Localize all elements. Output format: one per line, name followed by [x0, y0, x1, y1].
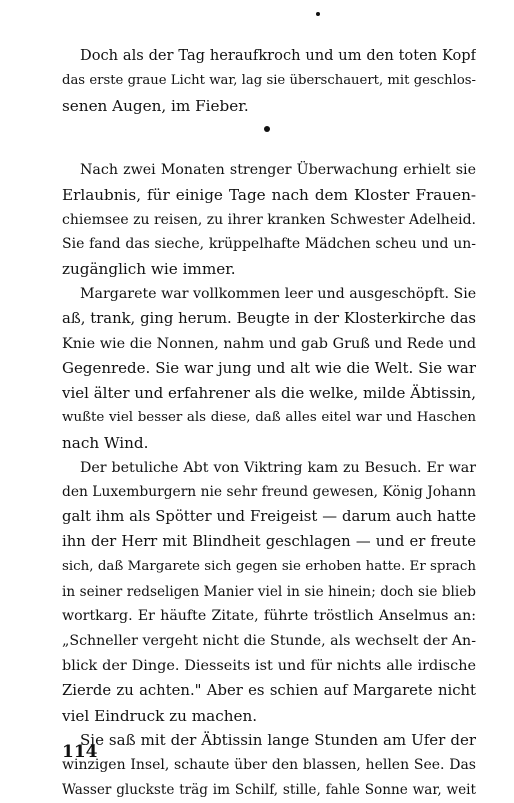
text-line: aß, trank, ging herum. Beugte in der Klosterkirche das — [62, 309, 476, 327]
text-line: chiemsee zu reisen, zu ihrer kranken Schwester Adelheid. — [62, 211, 476, 228]
text-line: Wasser gluckste träg im Schilf, stille, fahle Sonne war, weit — [62, 781, 476, 798]
text-line: in seiner redseligen Manier viel in sie hinein; doch sie blieb — [62, 583, 476, 600]
paragraph-1 — [62, 44, 476, 118]
section-break-dot — [264, 126, 270, 132]
text-line: Sie saß mit der Äbtissin lange Stunden am Ufer der — [80, 731, 476, 750]
text-line: Margarete war vollkommen leer und ausgeschöpft. Sie — [80, 285, 476, 302]
paragraph-2 — [62, 158, 476, 803]
text-line: ihn der Herr mit Blindheit geschlagen — und er freute — [62, 532, 476, 550]
text-line: nach Wind. — [62, 433, 149, 452]
text-line: den Luxemburgern nie sehr freund gewesen, König Johann — [62, 484, 476, 501]
text-line: wortkarg. Er häufte Zitate, führte tröstlich Anselmus an: — [62, 608, 476, 625]
text-line: „Schneller vergeht nicht die Stunde, als wechselt der An- — [62, 633, 476, 650]
text-line: Gegenrede. Sie war jung und alt wie die Welt. Sie war — [62, 359, 476, 378]
text-line: Der betuliche Abt von Viktring kam zu Besuch. Er war — [80, 459, 476, 476]
text-line: zugänglich wie immer. — [62, 260, 236, 279]
text-line: das erste graue Licht war, lag sie überschauert, mit geschlos- — [62, 72, 476, 88]
text-line: Erlaubnis, für einige Tage nach dem Kloster Frauen- — [62, 185, 476, 204]
text-line: galt ihm als Spötter und Freigeist — darum auch hatte — [62, 508, 476, 526]
text-line: Sie fand das sieche, krüppelhafte Mädchen scheu und un- — [62, 236, 476, 253]
text-line: sich, daß Margarete sich gegen sie erhoben hatte. Er sprach — [62, 558, 476, 574]
text-line: Zierde zu achten." Aber es schien auf Margarete nicht — [62, 681, 476, 699]
text-line: Knie wie die Nonnen, nahm und gab Gruß und Rede und — [62, 335, 476, 352]
text-line: senen Augen, im Fieber. — [62, 96, 249, 115]
top-ornament — [316, 12, 320, 16]
text-line: viel Eindruck zu machen. — [62, 706, 258, 725]
text-line: Doch als der Tag heraufkroch und um den toten Kopf — [80, 47, 476, 64]
text-line: winzigen Insel, schaute über den blassen, hellen See. Das — [62, 757, 476, 774]
page-number: 114 — [62, 742, 98, 762]
text-line: viel älter und erfahrener als die welke, milde Äbtissin, — [62, 384, 476, 403]
text-line: wußte viel besser als diese, daß alles eitel war und Haschen — [62, 409, 476, 425]
text-line: Nach zwei Monaten strenger Überwachung erhielt sie — [80, 162, 476, 178]
text-line: blick der Dinge. Diesseits ist und für nichts alle irdische — [62, 657, 476, 674]
